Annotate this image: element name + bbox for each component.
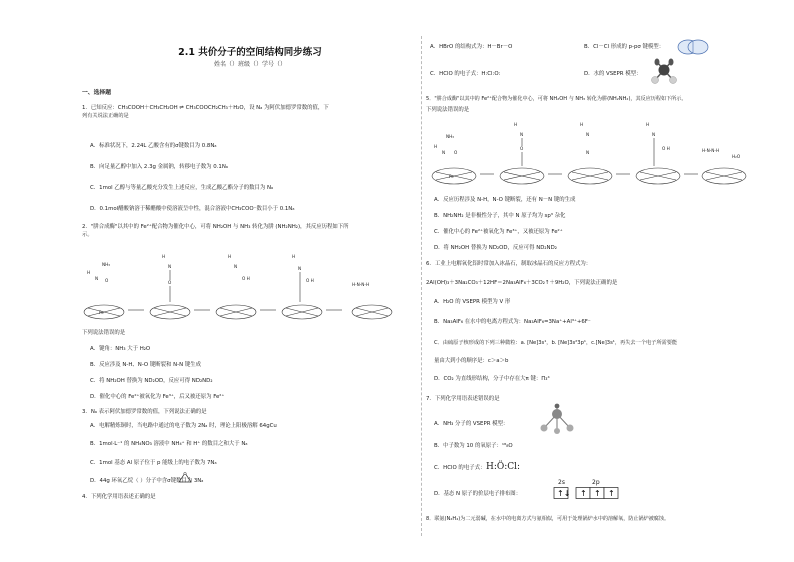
- q5-hydrazine-label: H-N-N-H: [702, 148, 720, 153]
- q4-option-c: C．HClO 的电子式：H:Cl:O:: [430, 71, 501, 77]
- q2-stem-line2: 示。: [82, 232, 93, 238]
- q3-option-a: A．电解精炼铜时，当电路中通过的电子数为 2Nₐ 时，理论上阳极溶解 64gCu: [90, 423, 277, 429]
- svg-text:↑: ↑: [580, 489, 587, 498]
- column-divider: [421, 36, 422, 536]
- q2-o-label: O: [105, 278, 109, 283]
- water-vsepr-model-icon: [648, 58, 680, 86]
- q2-complex-1: [84, 262, 124, 319]
- q5-n-label: N: [442, 150, 446, 155]
- q5-option-a: A．反应历程涉及 N-H，N-O 键断裂，还有 N－N 键的生成: [434, 197, 576, 203]
- q7-stem: 7．下列化学用语表述错误的是: [426, 396, 500, 402]
- q2-option-a: A．键角：NH₃ 大于 H₂O: [90, 346, 151, 352]
- q5-h-label-4: H: [646, 122, 650, 127]
- q5-n-label-2: N: [520, 132, 524, 137]
- q5-water-label: H₂O: [732, 154, 741, 159]
- page-title: 2.1 共价分子的空间结构同步练习: [178, 47, 322, 58]
- q5-complex-1: [432, 134, 476, 184]
- orbital-2s-label: 2s: [558, 479, 565, 486]
- q2-oh-label-3: O H: [242, 276, 250, 281]
- q5-o-label-2: O: [520, 146, 524, 151]
- q2-complex-3: [216, 254, 256, 319]
- q2-option-b: B．反应涉及 N-H、N-O 键断裂和 N-N 键生成: [90, 362, 202, 368]
- q2-n-label-2: N: [168, 264, 172, 269]
- q2-question: 下列说法错误的是: [82, 330, 126, 336]
- q2-complex-4: [282, 254, 322, 319]
- q5-nh3-label: NH₃: [446, 134, 454, 139]
- q5-h-label: H: [434, 144, 438, 149]
- q5-option-b: B．NH₂NH₂ 是非极性分子，其中 N 原子均为 sp³ 杂化: [434, 213, 566, 219]
- q4-option-d: D．水的 VSEPR 模型：: [584, 71, 642, 77]
- q2-option-c: C．将 NH₂OH 替换为 ND₂OD，反应可得 ND₂ND₂: [90, 378, 213, 384]
- q2-hydrazine-label: H-N-N-H: [352, 282, 370, 287]
- svg-text:↑: ↑: [608, 489, 615, 498]
- q2-n-label-4: N: [298, 266, 302, 271]
- q4-option-a: A．HBrO 的结构式为：H－Br－O: [430, 44, 513, 50]
- q3-option-b: B．1mol·L⁻¹ 的 NH₄NO₃ 溶液中 NH₄⁺ 和 H⁺ 的数目之和大于 Nₐ: [90, 441, 248, 447]
- q1-option-a: A．标准状况下，2.24L 乙酸含有的σ键数目为 0.8Nₐ: [90, 143, 217, 149]
- q3-option-d: D．44g 环氧乙烷（ ）分子中含σ键数目为 3Nₐ: [90, 478, 204, 484]
- q6-stem: 6．工业上电解氧化铝时常加入冰晶石，制取冰晶石的反应方程式为：: [426, 261, 592, 267]
- q5-fe-label: Fe: [449, 174, 454, 179]
- q5-stem-line2: 下列说法错误的是: [426, 107, 470, 113]
- q5-n-label-3: N: [586, 132, 590, 137]
- svg-text:↑: ↑: [594, 489, 601, 498]
- q4-stem: 4．下列化学用语表述正确的是: [82, 494, 156, 500]
- q7-option-d: D．基态 N 原子的价层电子排布图：: [434, 491, 522, 497]
- q7-option-c: C．HClO 的电子式：: [434, 465, 486, 471]
- q2-oh-label-4: O H: [306, 278, 314, 283]
- q2-complex-5: [352, 282, 392, 319]
- q2-option-d: D．催化中心的 Fe²⁺被氧化为 Fe³⁺，后又被还原为 Fe²⁺: [90, 394, 225, 400]
- q7-hclo-electron-formula: H:Ö:Cl:: [486, 462, 521, 472]
- nh3-vsepr-model-icon: [536, 404, 578, 434]
- q5-complex-2: [500, 122, 544, 184]
- q5-stem-line1: 5．"肼合成酶"以其中的 Fe²⁺配合物为催化中心，可将 NH₂OH 与 NH₃ 转化为肼(NH₂NH₂)，其反应历程如下所示。: [426, 96, 687, 102]
- q3-option-c: C．1mol 基态 Al 原子位于 p 能级上的电子数为 7Nₐ: [90, 460, 217, 466]
- q1-stem-line1: 1．已知反应：CH₃COOH＋CH₃CH₂OH ⇌ CH₃COOCH₂CH₃＋H₂O，设 Nₐ 为阿伏加德罗常数的值，下: [82, 105, 329, 111]
- q5-mechanism-diagram: [430, 118, 766, 190]
- q7-option-a: A．NH₃ 分子的 VSEPR 模型：: [434, 421, 509, 427]
- q2-mechanism-diagram: [82, 240, 418, 328]
- q2-fe-label: Fe: [99, 310, 104, 315]
- q5-h-label-3: H: [580, 122, 584, 127]
- q5-option-d: D．将 NH₂OH 替换为 ND₂OD，反应可得 ND₂ND₂: [434, 245, 557, 251]
- q3-stem: 3．Nₐ 表示阿伏加德罗常数的值，下列说法正确的是: [82, 409, 207, 415]
- q2-h-label-2: H: [162, 254, 166, 259]
- q5-h-label-2: H: [514, 122, 518, 127]
- q2-stem-line1: 2．"肼合成酶"以其中的 Fe²⁺配合物为催化中心，可将 NH₂OH 与 NH₃ 转化为肼 (NH₂NH₂)，其反应历程如下所: [82, 224, 349, 230]
- epoxide-structure-icon: [177, 472, 193, 484]
- student-info-line: 姓名（）班级（）学号（）: [213, 61, 286, 68]
- q2-o-label-2: O: [168, 280, 172, 285]
- q6-equation: 2Al(OH)₃＋3Na₂CO₃＋12HF＝2Na₃AlF₆＋3CO₂↑＋9H₂O，下列说法正确的是: [426, 280, 618, 286]
- q1-option-b: B．向足量乙醇中加入 2.3g 金属钠，转移电子数为 0.1Nₐ: [90, 164, 228, 170]
- svg-text:↑↓: ↑↓: [557, 489, 571, 498]
- q2-nh3-label: NH₃: [102, 262, 110, 267]
- q6-option-a: A．H₂O 的 VSEPR 模型为 V 形: [434, 299, 511, 305]
- q2-h-label: H: [87, 270, 91, 275]
- q2-n-label-3: N: [234, 264, 238, 269]
- q6-option-c-line2: 量由大到小的顺序是：c＞a＞b: [434, 358, 509, 364]
- q2-h-label-3: H: [228, 254, 232, 259]
- q1-stem-line2: 列有关说法正确的是: [82, 113, 129, 119]
- q6-option-c-line1: C．由硫原子核形成的下列三种微粒：a. [Ne]3s¹，b. [Ne]3s²3p¹，c.[Ne]3s¹，再失去一个电子所需要能: [434, 340, 678, 346]
- q5-option-c: C．催化中心的 Fe²⁺被氧化为 Fe³⁺，又被还原为 Fe²⁺: [434, 229, 563, 235]
- q5-n-label-3b: N: [586, 150, 590, 155]
- q2-complex-2: [150, 254, 190, 319]
- q7-option-b: B．中子数为 10 的氧原子：¹⁸₈O: [434, 443, 513, 449]
- q6-option-b: B．Na₃AlF₆ 在水中的电离方程式为：Na₃AlF₆=3Na⁺+Al³⁺+6F⁻: [434, 319, 591, 325]
- nitrogen-orbital-diagram: [554, 487, 622, 499]
- q1-option-d: D．0.1mol醋酸钠溶于稀醋酸中使溶液呈中性，混合溶液中CH₃COO⁻数目小于 0.1Nₐ: [90, 206, 295, 212]
- q1-option-c: C．1mol 乙醇与等量乙酸充分发生上述反应，生成乙酸乙酯分子的数目为 Nₐ: [90, 185, 274, 191]
- q5-oh-label-4: O H: [662, 146, 670, 151]
- q5-complex-4: [636, 122, 680, 184]
- p-p-sigma-bond-model-icon: [676, 38, 710, 56]
- right-column: [426, 0, 770, 562]
- orbital-2p-label: 2p: [592, 479, 600, 486]
- left-column: [82, 0, 418, 562]
- q5-o-label: O: [454, 150, 458, 155]
- q8-stem: 8．联氨(N₂H₄)为二元弱碱，在水中的电离方式与氨相似，可用于处理锅炉水中的溶解氧，防止锅炉被腐蚀。: [426, 516, 670, 522]
- q5-complex-3: [568, 122, 612, 184]
- q5-complex-5: [702, 148, 746, 184]
- q4-option-b: B．Cl－Cl 形成的 p-pσ 键模型：: [584, 44, 665, 50]
- q2-h-label-4: H: [292, 254, 296, 259]
- q2-n-label: N: [95, 276, 99, 281]
- q5-n-label-4: N: [652, 132, 656, 137]
- q6-option-d: D．CO₂ 为直线形结构，分子中存在大π 键：Π₃⁴: [434, 376, 550, 382]
- section-heading: 一、选择题: [82, 90, 111, 96]
